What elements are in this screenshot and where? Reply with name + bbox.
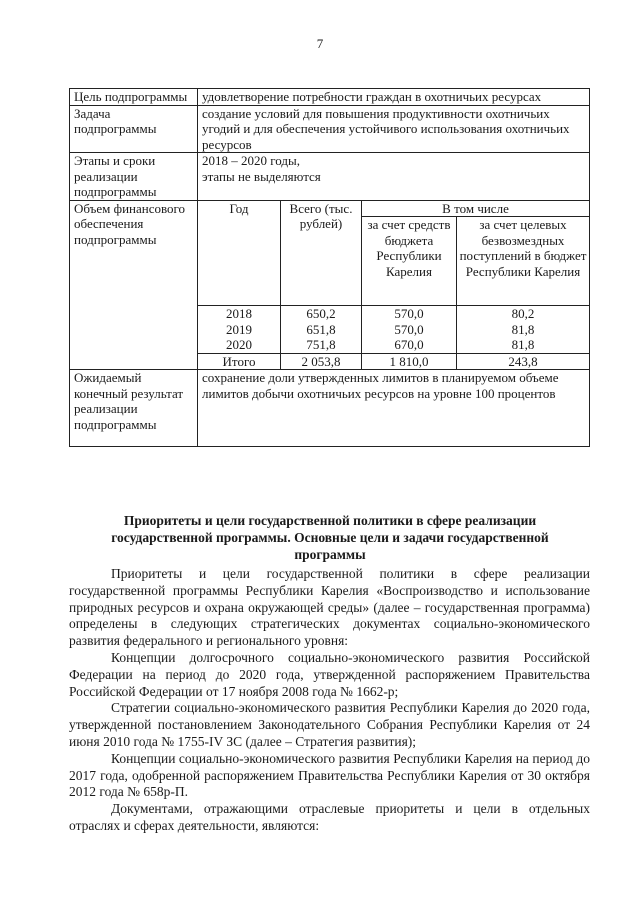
result-label: Ожидаемый конечный результат реализации подпрограммы [70,370,198,447]
body-text [69,566,590,835]
total-cell: 751,8 [281,337,362,353]
finance-row [198,322,589,338]
finance-row [198,337,589,353]
paragraph: Концепции долгосрочного социально-экономического развития Российской Федерации на период до 2020 года, утвержденной распоряжением Правительства Российской Федерации от 17 ноября 2008 года № 1662-р; [69,649,590,699]
year-cell: Итого [198,353,281,369]
col-including-header: В том числе [362,201,590,217]
subprogram-passport-table [69,88,590,447]
finance-row [198,306,589,322]
goal-value: удовлетворение потребности граждан в охотничьих ресурсах [198,89,590,106]
task-label: Задача подпрограммы [70,105,198,153]
paragraph: Приоритеты и цели государственной политики в сфере реализации государственной программы Республики Карелия «Воспроизводство и использование природных ресурсов и охрана окружающей среды» (далее – государственная программа) определены в следующих стратегических документах социально-экономического развития федерального и регионального уровня: [69,566,590,649]
total-cell: 2 053,8 [281,353,362,369]
total-cell: 651,8 [281,322,362,338]
passport-row-stages [70,153,590,201]
goal-label: Цель подпрограммы [70,89,198,106]
col-grants-header: за счет целевых безвозмездных поступлений в бюджет Республики Карелия [457,217,590,306]
paragraph: Стратегии социально-экономического развития Республики Карелия до 2020 года, утвержденной постановлением Законодательного Собрания Республики Карелия от 24 июня 2010 года № 1755-IV ЗС (далее – Стратегия развития); [69,700,590,749]
stages-note: этапы не выделяются [202,168,321,184]
grants-cell: 243,8 [457,353,590,369]
finance-table [198,201,589,370]
col-budget-header: за счет средств бюджета Республики Карелия [362,217,457,306]
finance-total-row [198,353,589,369]
grants-cell: 81,8 [457,337,590,353]
paragraph: Концепции социально-экономического развития Республики Карелия на период до 2017 года, одобренной распоряжением Правительства Республики Карелия от 30 октября 2012 года № 658р-П. [69,750,590,800]
passport-row-result [70,370,590,447]
year-cell: 2018 [198,306,281,322]
passport-row-task [70,105,590,153]
year-cell: 2019 [198,322,281,338]
finance-label: Объем финансового обеспечения подпрограммы [70,200,198,370]
budget-cell: 1 810,0 [362,353,457,369]
stages-value [198,153,590,201]
task-value: создание условий для повышения продуктивности охотничьих угодий и для обеспечения устойчивого использования охотничьих ресурсов [198,105,590,153]
result-value: сохранение доли утвержденных лимитов в планируемом объеме лимитов добычи охотничьих ресурсов на уровне 100 процентов [198,370,590,447]
year-cell: 2020 [198,337,281,353]
paragraph: Документами, отражающими отраслевые приоритеты и цели в отдельных отраслях и сферах деятельности, являются: [69,801,590,833]
finance-header-row [198,201,589,217]
passport-row-goal [70,89,590,106]
stages-label: Этапы и сроки реализации подпрограммы [70,153,198,201]
finance-cell [198,200,590,370]
col-year-header: Год [198,201,281,306]
budget-cell: 570,0 [362,322,457,338]
budget-cell: 670,0 [362,337,457,353]
grants-cell: 80,2 [457,306,590,322]
stages-years: 2018 – 2020 годы, [202,153,300,168]
budget-cell: 570,0 [362,306,457,322]
col-total-header: Всего (тыс. рублей) [281,201,362,306]
grants-cell: 81,8 [457,322,590,338]
section-heading: Приоритеты и цели государственной политики в сфере реализации государственной программы. Основные цели и задачи государственной программы [111,513,549,562]
total-cell: 650,2 [281,306,362,322]
passport-row-finance [70,200,590,370]
page-number: 7 [316,36,324,51]
